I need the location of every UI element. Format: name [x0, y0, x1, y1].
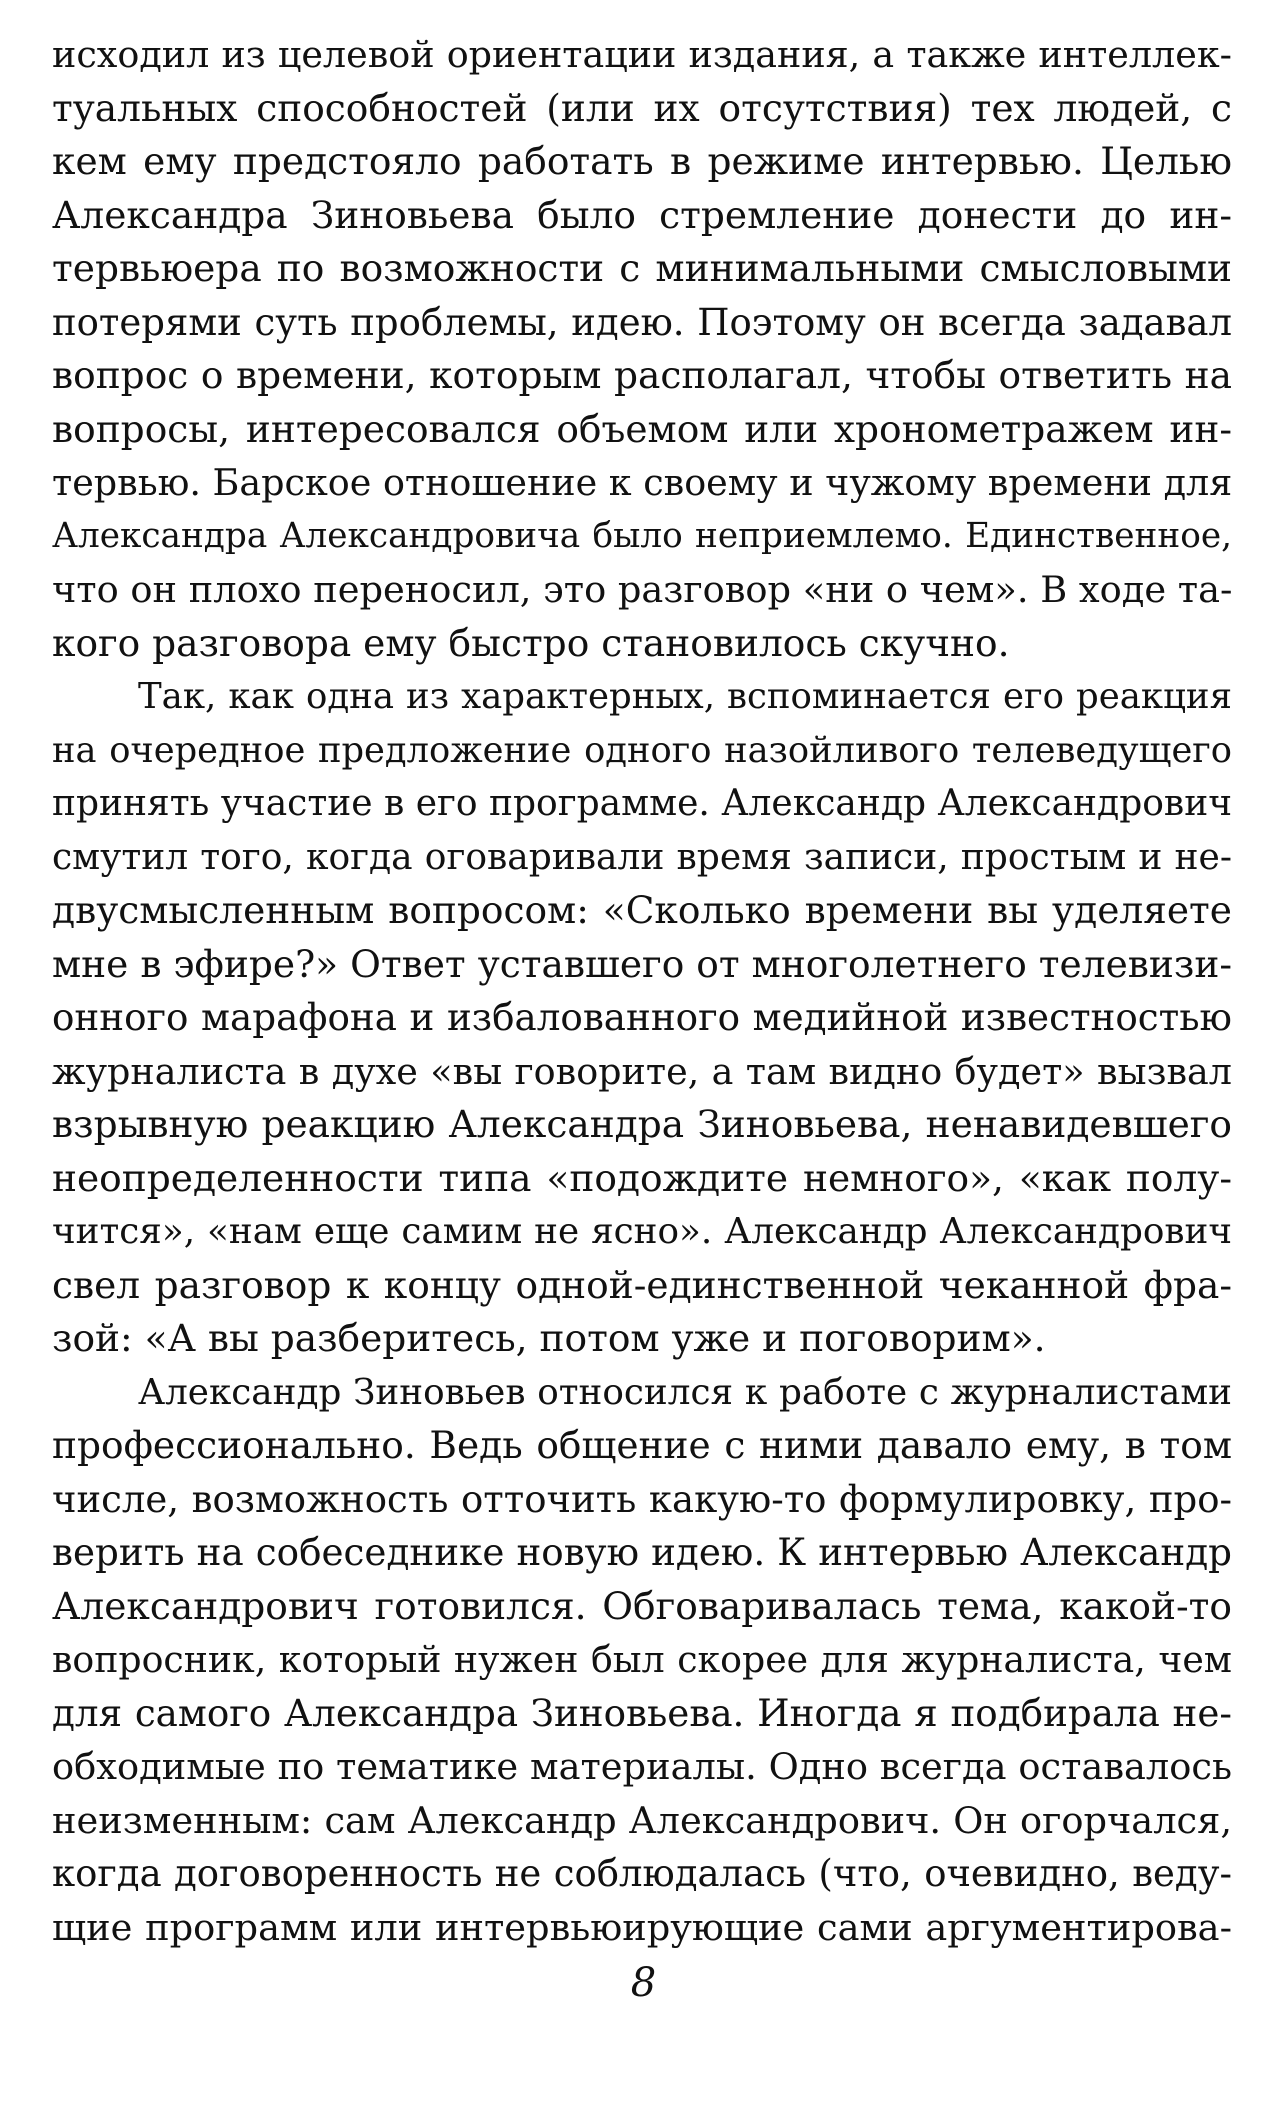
text-line: Александр Зиновьев относился к работе с журналистами — [138, 1371, 1232, 1413]
text-line: журналиста в духе «вы говорите, а там видно будет» вызвал — [52, 1049, 1232, 1093]
text-line: смутил того, когда оговаривали время записи, простым и не- — [52, 836, 1232, 878]
text-line: принять участие в его программе. Александр Александрович — [52, 783, 1232, 824]
text-line: кем ему предстояло работать в режиме интервью. Целью — [52, 139, 1232, 183]
text-line: неопределенности типа «подождите немного», «как полу- — [52, 1155, 1232, 1200]
text-line: Александра Зиновьева было стремление донести до ин- — [52, 192, 1232, 237]
text-line: исходил из целевой ориентации издания, а также интеллек- — [52, 33, 1232, 76]
text-line: двусмысленным вопросом: «Сколько времени вы уделяете — [52, 888, 1232, 932]
text-line: щие программ или интервьюирующие сами аргументирова- — [52, 1905, 1232, 1949]
text-line: тервью. Барское отношение к своему и чужому времени для — [52, 461, 1233, 504]
text-line: чится», «нам еще самим не ясно». Александр Александрович — [52, 1211, 1232, 1252]
paragraph-1 — [52, 28, 1232, 670]
text-line: Александра Александровича было неприемлемо. Единственное, — [52, 515, 1232, 556]
text-line: онного марафона и избалованного медийной известностью — [52, 995, 1232, 1039]
text-line: числе, возможность отточить какую-то формулировку, про- — [52, 1477, 1232, 1521]
text-line: Александрович готовился. Обговаривалась тема, какой-то — [52, 1583, 1232, 1628]
text-line: свел разговор к концу одной-единственной чеканной фра- — [52, 1262, 1232, 1307]
text-line: туальных способностей (или их отсутствия) тех людей, с — [52, 85, 1232, 130]
paragraph-2 — [52, 670, 1232, 1366]
text-line: для самого Александра Зиновьева. Иногда я подбирала не- — [52, 1690, 1232, 1735]
text-line: кого разговора ему быстро становилось скучно. — [52, 620, 1010, 665]
page-number: 8 — [630, 1960, 657, 2006]
text-line: на очередное предложение одного назойливого телеведущего — [52, 729, 1232, 771]
text-line: потерями суть проблемы, идею. Поэтому он всегда задавал — [52, 300, 1232, 344]
text-line: верить на собеседнике новую идею. К интервью Александр — [52, 1530, 1232, 1574]
text-line: Так, как одна из характерных, вспоминается его реакция — [138, 676, 1232, 717]
text-line: взрывную реакцию Александра Зиновьева, ненавидевшего — [52, 1102, 1232, 1146]
text-line: вопросник, который нужен был скорее для журналиста, чем — [52, 1638, 1232, 1681]
text-line: неизменным: сам Александр Александрович. Он огорчался, — [52, 1798, 1232, 1842]
text-line: что он плохо переносил, это разговор «ни о чем». В ходе та- — [52, 568, 1233, 611]
body-text — [52, 28, 1232, 1954]
text-line: зой: «А вы разберитесь, потом уже и поговорим». — [52, 1316, 1046, 1360]
text-line: вопросы, интересовался объемом или хронометражем ин- — [52, 406, 1232, 451]
text-line: тервьюера по возможности с минимальными смысловыми — [52, 246, 1232, 290]
text-line: профессионально. Ведь общение с ними давало ему, в том — [52, 1423, 1232, 1467]
text-line: обходимые по тематике материалы. Одно всегда оставалось — [52, 1745, 1232, 1788]
paragraph-3 — [52, 1366, 1232, 1955]
text-line: когда договоренность не соблюдалась (что, очевидно, веду- — [52, 1852, 1232, 1895]
text-line: мне в эфире?» Ответ уставшего от многолетнего телевизи- — [52, 941, 1232, 986]
text-line: вопрос о времени, которым располагал, чтобы ответить на — [52, 353, 1232, 397]
